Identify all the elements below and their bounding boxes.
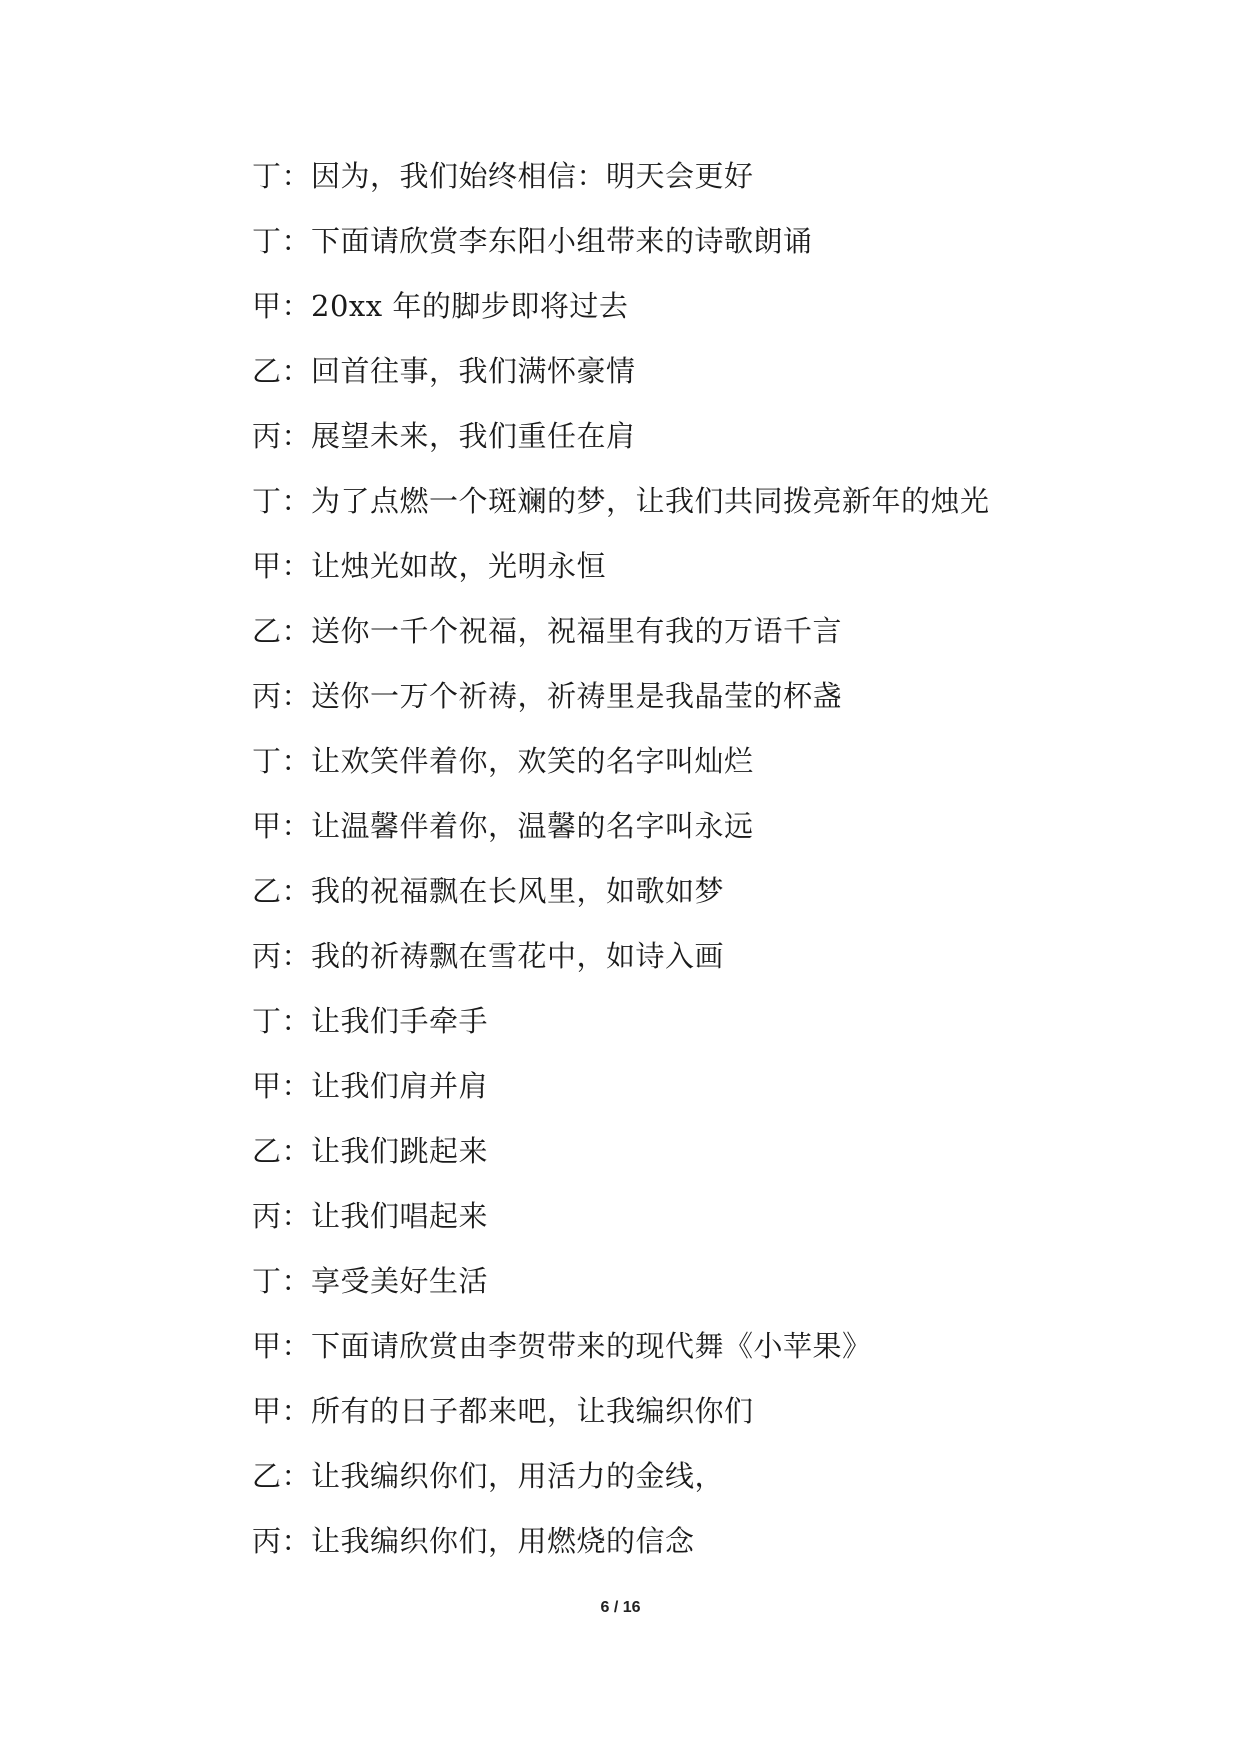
script-line: 乙：让我编织你们，用活力的金线， (252, 1459, 725, 1493)
script-line: 丁：为了点燃一个斑斓的梦，让我们共同拨亮新年的烛光 (252, 484, 990, 518)
script-lines (252, 154, 1132, 1584)
script-line: 丙：展望未来，我们重任在肩 (252, 419, 636, 453)
script-line: 丙：让我编织你们，用燃烧的信念 (252, 1524, 695, 1558)
script-line: 乙：回首往事，我们满怀豪情 (252, 354, 636, 388)
script-line: 丁：让我们手牵手 (252, 1004, 489, 1038)
script-line: 乙：让我们跳起来 (252, 1134, 489, 1168)
script-line: 甲：下面请欣赏由李贺带来的现代舞《小苹果》 (252, 1329, 872, 1363)
script-line: 丙：让我们唱起来 (252, 1199, 489, 1233)
script-line: 甲：让烛光如故，光明永恒 (252, 549, 607, 583)
script-line: 甲：让我们肩并肩 (252, 1069, 489, 1103)
script-line: 丁：让欢笑伴着你，欢笑的名字叫灿烂 (252, 744, 754, 778)
script-line: 甲：所有的日子都来吧，让我编织你们 (252, 1394, 754, 1428)
script-line: 甲：20xx 年的脚步即将过去 (252, 289, 629, 323)
script-line: 乙：送你一千个祝福，祝福里有我的万语千言 (252, 614, 843, 648)
script-line: 丁：享受美好生活 (252, 1264, 489, 1298)
page-number: 6 / 16 (600, 1599, 641, 1616)
script-line: 乙：我的祝福飘在长风里，如歌如梦 (252, 874, 725, 908)
script-line: 丁：下面请欣赏李东阳小组带来的诗歌朗诵 (252, 224, 813, 258)
script-line: 丁：因为，我们始终相信：明天会更好 (252, 159, 754, 193)
script-line: 甲：让温馨伴着你，温馨的名字叫永远 (252, 809, 754, 843)
script-line: 丙：我的祈祷飘在雪花中，如诗入画 (252, 939, 725, 973)
script-line: 丙：送你一万个祈祷，祈祷里是我晶莹的杯盏 (252, 679, 843, 713)
